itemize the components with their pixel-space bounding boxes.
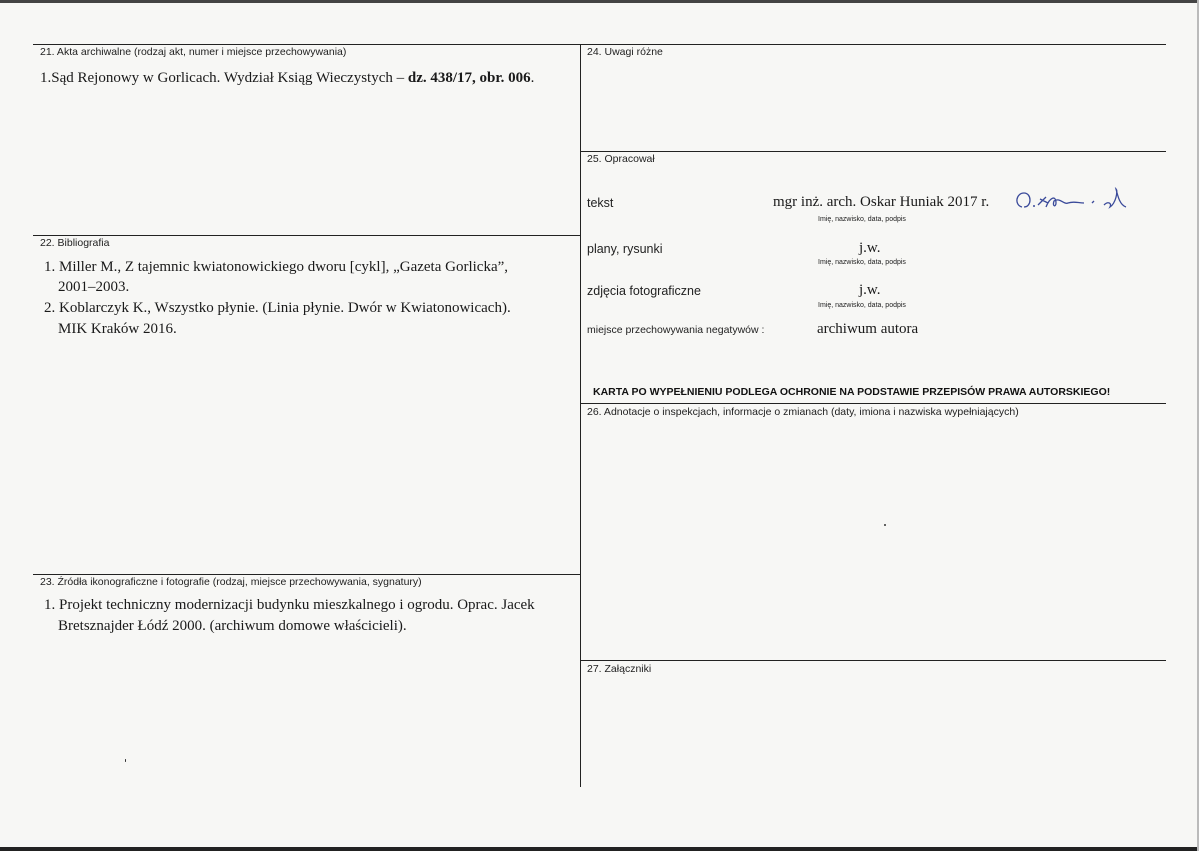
plany-value: j.w. (859, 240, 881, 256)
rule-top (33, 44, 1166, 45)
negatywy-label: miejsce przechowywania negatywów : (587, 324, 765, 336)
rule-right-25 (580, 151, 1166, 152)
bibliography-line-1: 1. Miller M., Z tajemnic kwiatonowickiego dworu [cykl], „Gazeta Gorlicka”, (44, 259, 509, 275)
tekst-caption: Imię, nazwisko, data, podpis (818, 216, 906, 223)
section-21-entry-end: . (530, 70, 535, 86)
rule-left-22 (33, 235, 580, 236)
section-21-entry (40, 70, 534, 87)
bibliography-line-3: 2. Koblarczyk K., Wszystko płynie. (Linia płynie. Dwór w Kwiatonowicach). (44, 300, 511, 316)
section-21-entry-text: 1.Sąd Rejonowy w Gorlicach. Wydział Ksiąg Wieczystych – (40, 70, 408, 86)
plany-caption: Imię, nazwisko, data, podpis (818, 259, 906, 266)
copyright-warning: KARTA PO WYPEŁNIENIU PODLEGA OCHRONIE NA PODSTAWIE PRZEPISÓW PRAWA AUTORSKIEGO! (593, 386, 1111, 398)
page-top-edge (0, 0, 1199, 3)
section-27-label: 27. Załączniki (587, 663, 652, 675)
zdjecia-caption: Imię, nazwisko, data, podpis (818, 302, 906, 309)
rule-right-26 (580, 403, 1166, 404)
tekst-label: tekst (587, 196, 614, 210)
zdjecia-label: zdjęcia fotograficzne (587, 284, 701, 298)
stray-dot (884, 524, 886, 526)
section-25-label: 25. Opracował (587, 153, 655, 165)
section-24-label: 24. Uwagi różne (587, 46, 663, 58)
page-bottom-edge (0, 847, 1199, 851)
author-signature (1012, 185, 1130, 221)
section-21-label: 21. Akta archiwalne (rodzaj akt, numer i miejsce przechowywania) (40, 46, 347, 58)
rule-right-27 (580, 660, 1166, 661)
iconography-line-1: 1. Projekt techniczny modernizacji budynku mieszkalnego i ogrodu. Oprac. Jacek (44, 597, 535, 613)
negatywy-value: archiwum autora (817, 321, 919, 337)
stray-mark (125, 759, 126, 762)
section-22-label: 22. Bibliografia (40, 237, 110, 249)
rule-center-vertical (580, 44, 581, 787)
rule-left-23 (33, 574, 580, 575)
iconography-line-2: Bretsznajder Łódź 2000. (archiwum domowe właścicieli). (58, 618, 407, 634)
section-26-label: 26. Adnotacje o inspekcjach, informacje o zmianach (daty, imiona i nazwiska wypełniających) (587, 406, 1019, 418)
section-21-entry-bold: dz. 438/17, obr. 006 (407, 70, 531, 86)
bibliography-line-4: MIK Kraków 2016. (58, 321, 177, 337)
tekst-value: mgr inż. arch. Oskar Huniak 2017 r. (773, 194, 990, 210)
plany-label: plany, rysunki (587, 242, 663, 256)
bibliography-line-2: 2001–2003. (58, 279, 130, 295)
section-23-label: 23. Źródła ikonograficzne i fotografie (rodzaj, miejsce przechowywania, sygnatury) (40, 576, 422, 588)
zdjecia-value: j.w. (859, 282, 881, 298)
